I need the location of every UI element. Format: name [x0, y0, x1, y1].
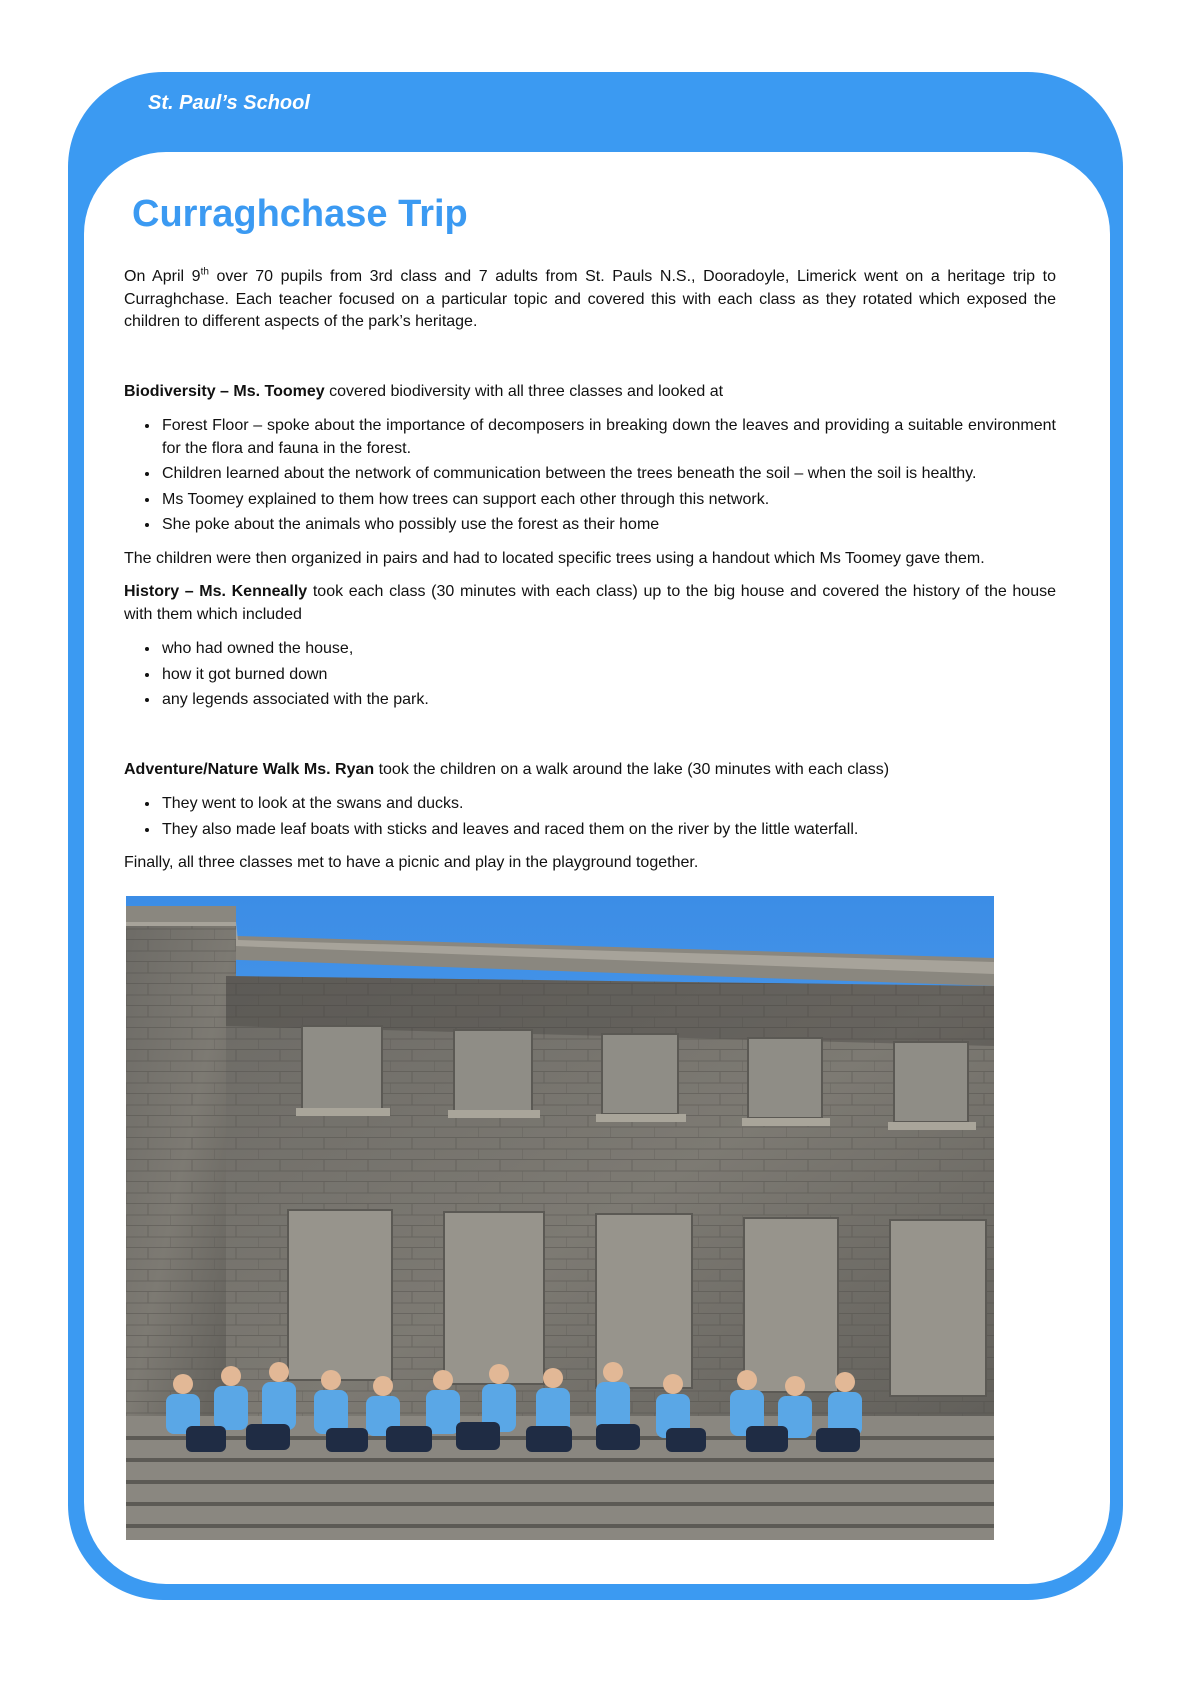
list-item: • Forest Floor – spoke about the importance of decomposers in breaking down the leaves and providing a suitable environment for the flora and fauna in the forest.: [160, 414, 1056, 460]
history-heading: History – Ms. Kenneally: [124, 583, 308, 600]
list-item: • who had owned the house,: [160, 637, 1056, 661]
list-item: • Children learned about the network of communication between the trees beneath the soil – when the soil is healthy.: [160, 462, 1056, 486]
adventure-lead: Adventure/Nature Walk Ms. Ryan took the children on a walk around the lake (30 minutes with each class): [124, 760, 890, 778]
intro-paragraph: On April 9th over 70 pupils from 3rd class and 7 adults from St. Pauls N.S., Dooradoyle, Limerick went on a heritage trip to Curraghchase. Each teacher focused on a particular topic and covered this with each class as they rotated which exposed the children to different aspects of the park’s heritage.: [124, 266, 1057, 330]
adventure-heading: Adventure/Nature Walk Ms. Ryan: [124, 760, 375, 778]
group-photo: [126, 896, 994, 1540]
history-lead: History – Ms. Kenneally took each class (30 minutes with each class) up to the big house and covered the history of the house with them which included: [124, 583, 1056, 623]
list-item: • any legends associated with the park.: [160, 688, 1056, 712]
list-item: • They also made leaf boats with sticks and leaves and raced them on the river by the little waterfall.: [160, 818, 1056, 842]
article-body: [124, 266, 1056, 886]
closing-paragraph: Finally, all three classes met to have a picnic and play in the playground together.: [124, 854, 699, 871]
biodiversity-followup: The children were then organized in pairs and had to located specific trees using a handout which Ms Toomey gave them.: [124, 549, 985, 567]
school-name: St. Paul’s School: [148, 92, 310, 114]
group-photo-icon: [126, 896, 994, 1540]
biodiversity-list: [124, 414, 1056, 537]
history-list: [124, 637, 1056, 712]
biodiversity-heading: Biodiversity – Ms. Toomey: [124, 382, 325, 400]
adventure-list: [124, 792, 1056, 841]
list-item: • She poke about the animals who possibly use the forest as their home: [160, 513, 1056, 537]
list-item: • They went to look at the swans and ducks.: [160, 792, 1056, 816]
biodiversity-lead: Biodiversity – Ms. Toomey covered biodiversity with all three classes and looked at: [124, 382, 724, 400]
list-item: • how it got burned down: [160, 663, 1056, 687]
list-item: • Ms Toomey explained to them how trees can support each other through this network.: [160, 488, 1056, 512]
page-title: Curraghchase Trip: [132, 193, 468, 235]
